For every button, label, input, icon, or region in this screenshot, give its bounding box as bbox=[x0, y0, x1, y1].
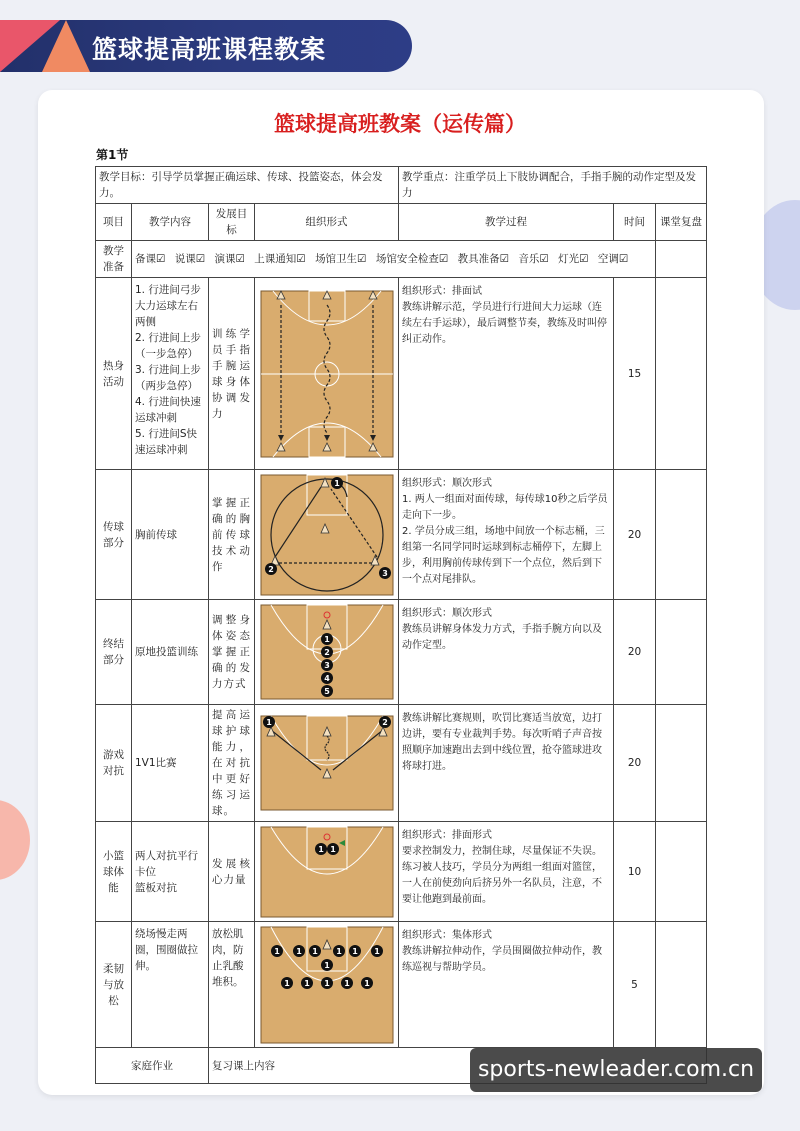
prep-item: 演课☑ bbox=[214, 253, 245, 265]
content-item: 2. 行进间上步（一步急停） bbox=[135, 332, 201, 360]
player-marker-label: 2 bbox=[324, 648, 330, 657]
organization-cell bbox=[255, 705, 399, 822]
player-marker-label: 1 bbox=[374, 946, 380, 956]
player-marker-label: 1 bbox=[352, 946, 358, 956]
left-circle-decoration bbox=[0, 800, 30, 880]
content-item: 4. 行进间快速运球冲刺 bbox=[135, 396, 201, 424]
prep-label: 教学准备 bbox=[96, 241, 132, 278]
review-cell bbox=[656, 241, 707, 278]
content-item: 胸前传球 bbox=[135, 528, 177, 541]
prep-item: 教具准备☑ bbox=[457, 253, 510, 265]
orange-triangle-decoration bbox=[42, 20, 90, 72]
review-cell bbox=[656, 922, 707, 1048]
organization-cell bbox=[255, 278, 399, 470]
goal-cell: 调整身体姿态掌握正确的发力方式 bbox=[209, 600, 255, 705]
homework-value: 复习课上内容 bbox=[209, 1048, 707, 1084]
review-cell bbox=[656, 705, 707, 822]
process-cell bbox=[399, 922, 614, 1048]
process-line: 教练讲解比赛规则，吹罚比赛适当放宽，边打边讲，要有专业裁判手势。每次听哨子声音按照顺序加速跑出去到中线位置，抢夺篮球进攻将球打进。 bbox=[402, 713, 602, 772]
content-item: 1V1比赛 bbox=[135, 757, 177, 769]
goal-cell: 放松肌肉，防止乳酸堆积。 bbox=[209, 922, 255, 1048]
col-header-process: 教学过程 bbox=[399, 204, 614, 241]
player-marker-label: 1 bbox=[266, 718, 272, 727]
homework-label: 家庭作业 bbox=[96, 1048, 209, 1084]
col-header-time: 时间 bbox=[614, 204, 656, 241]
player-marker-label: 5 bbox=[324, 687, 330, 696]
table-row bbox=[96, 470, 707, 600]
goal-cell: 发展核心力量 bbox=[209, 822, 255, 922]
player-marker-label: 1 bbox=[304, 978, 310, 988]
process-line: 要求控制发力，控制住球，尽量保证不失误。练习被人技巧，学员分为两组一组面对篮筐，一人在前使劲向后挤另外一名队员，注意，不要让他跑到最前面。 bbox=[402, 846, 602, 905]
passing-drill-diagram bbox=[257, 473, 397, 597]
process-cell bbox=[399, 278, 614, 470]
process-line: 组织形式：顺次形式 bbox=[402, 478, 492, 489]
review-cell bbox=[656, 600, 707, 705]
prep-item: 说课☑ bbox=[174, 253, 206, 265]
review-cell bbox=[656, 278, 707, 470]
content-item: 绕场慢走两圈，围圈做拉伸。 bbox=[135, 928, 198, 972]
player-marker-label: 3 bbox=[324, 661, 330, 670]
player-marker-label: 2 bbox=[382, 718, 388, 727]
process-line: 组织形式：顺次形式 bbox=[402, 608, 492, 619]
project-cell: 柔韧与放松 bbox=[96, 922, 132, 1048]
player-marker-label: 1 bbox=[324, 960, 330, 970]
player-marker-label: 4 bbox=[324, 674, 330, 683]
time-cell: 20 bbox=[614, 470, 656, 600]
project-cell: 热身活动 bbox=[96, 278, 132, 470]
prep-row bbox=[96, 241, 707, 278]
player-marker-label: 1 bbox=[324, 635, 330, 644]
watermark: sports-newleader.com.cn bbox=[470, 1048, 762, 1092]
rebound-drill-diagram bbox=[257, 825, 397, 919]
player-marker-label: 2 bbox=[268, 564, 274, 574]
player-marker-label: 1 bbox=[274, 946, 280, 956]
content-cell bbox=[132, 600, 209, 705]
process-line: 教练员讲解身体发力方式，手指手腕方向以及动作定型。 bbox=[402, 624, 602, 651]
organization-cell bbox=[255, 922, 399, 1048]
player-marker-label: 1 bbox=[318, 844, 324, 854]
organization-cell bbox=[255, 470, 399, 600]
warmup-drill-diagram bbox=[257, 289, 397, 459]
process-line: 教练讲解示范，学员进行行进间大力运球（连续左右手运球），最后调整节奏，教练及时叫停纠正动作。 bbox=[402, 302, 607, 345]
col-header-content: 教学内容 bbox=[132, 204, 209, 241]
time-cell: 20 bbox=[614, 600, 656, 705]
table-row bbox=[96, 705, 707, 822]
game-drill-diagram bbox=[257, 714, 397, 812]
player-marker-label: 1 bbox=[334, 478, 340, 488]
content-item: 原地投篮训练 bbox=[135, 646, 198, 658]
time-cell: 20 bbox=[614, 705, 656, 822]
process-line: 组织形式：排面形式 bbox=[402, 830, 492, 841]
goal-cell: 提高运球护球能力，在对抗中更好练习运球。 bbox=[209, 705, 255, 822]
content-cell bbox=[132, 922, 209, 1048]
content-cell bbox=[132, 470, 209, 600]
prep-item: 音乐☑ bbox=[518, 253, 549, 265]
prep-item: 灯光☑ bbox=[558, 253, 589, 265]
organization-cell bbox=[255, 822, 399, 922]
goal-cell: 训练学员手指手腕运球身体协调发力 bbox=[209, 278, 255, 470]
prep-item: 空调☑ bbox=[597, 253, 629, 265]
content-item: 篮板对抗 bbox=[135, 881, 177, 894]
content-cell bbox=[132, 705, 209, 822]
table-row bbox=[96, 278, 707, 470]
table-row bbox=[96, 922, 707, 1048]
header-title: 篮球提高班课程教案 bbox=[92, 35, 327, 64]
player-marker-label: 1 bbox=[312, 946, 318, 956]
process-cell bbox=[399, 822, 614, 922]
review-cell bbox=[656, 822, 707, 922]
time-cell: 15 bbox=[614, 278, 656, 470]
player-marker-label: 1 bbox=[336, 946, 342, 956]
prep-item: 备课☑ bbox=[135, 253, 166, 265]
prep-items bbox=[132, 241, 656, 278]
content-cell bbox=[132, 822, 209, 922]
table-row bbox=[96, 600, 707, 705]
time-cell: 5 bbox=[614, 922, 656, 1048]
player-marker-label: 1 bbox=[324, 978, 330, 988]
header-row bbox=[96, 204, 707, 241]
project-cell: 终结部分 bbox=[96, 600, 132, 705]
review-cell bbox=[656, 470, 707, 600]
col-header-project: 项目 bbox=[96, 204, 132, 241]
time-cell: 10 bbox=[614, 822, 656, 922]
content-item: 两人对抗平行卡位 bbox=[135, 849, 198, 878]
col-header-review: 课堂复盘 bbox=[656, 204, 707, 241]
lesson-table bbox=[95, 166, 707, 1084]
project-cell: 小篮球体能 bbox=[96, 822, 132, 922]
player-marker-label: 1 bbox=[284, 978, 290, 988]
process-line: 教练讲解拉伸动作，学员围圈做拉伸动作，教练巡视与帮助学员。 bbox=[402, 946, 602, 973]
section-label: 第1节 bbox=[96, 148, 129, 162]
player-marker-label: 1 bbox=[364, 978, 370, 988]
teaching-goal: 教学目标：引导学员掌握正确运球、传球、投篮姿态，体会发力。 bbox=[96, 167, 399, 204]
process-line: 1. 两人一组面对面传球，每传球10秒之后学员走向下一步。 bbox=[402, 494, 608, 521]
shooting-drill-diagram bbox=[257, 603, 397, 701]
player-marker-label: 1 bbox=[296, 946, 302, 956]
player-marker-label: 1 bbox=[344, 978, 350, 988]
prep-item: 上课通知☑ bbox=[254, 253, 306, 265]
process-line: 2. 学员分成三组，场地中间放一个标志桶，三组第一名同学同时运球到标志桶停下，左脚上步，利用胸前传球传到下一个点位，然后到下一个点对尾排队。 bbox=[402, 526, 605, 585]
process-cell bbox=[399, 470, 614, 600]
content-cell bbox=[132, 278, 209, 470]
content-item: 5. 行进间S快速运球冲刺 bbox=[135, 428, 198, 456]
process-cell bbox=[399, 705, 614, 822]
goal-cell: 掌握正确的胸前传球技术动作 bbox=[209, 470, 255, 600]
stretch-formation-diagram bbox=[257, 925, 397, 1045]
player-marker-label: 1 bbox=[330, 844, 336, 854]
col-header-organization: 组织形式 bbox=[255, 204, 399, 241]
document-title: 篮球提高班教案（运传篇） bbox=[274, 112, 526, 136]
prep-item: 场馆安全检查☑ bbox=[375, 253, 449, 265]
project-cell: 游戏对抗 bbox=[96, 705, 132, 822]
content-item: 1. 行进间弓步大力运球左右两侧 bbox=[135, 284, 201, 328]
player-marker-label: 3 bbox=[382, 568, 388, 578]
col-header-goal: 发展目标 bbox=[209, 204, 255, 241]
table-row bbox=[96, 822, 707, 922]
process-line: 组织形式：集体形式 bbox=[402, 930, 492, 941]
prep-item: 场馆卫生☑ bbox=[315, 253, 367, 265]
organization-cell bbox=[255, 600, 399, 705]
project-cell: 传球部分 bbox=[96, 470, 132, 600]
teaching-focus: 教学重点：注重学员上下肢协调配合，手指手腕的动作定型及发力 bbox=[399, 167, 707, 204]
content-item: 3. 行进间上步（两步急停） bbox=[135, 364, 201, 392]
process-cell bbox=[399, 600, 614, 705]
process-line: 组织形式：排面试 bbox=[402, 286, 482, 297]
